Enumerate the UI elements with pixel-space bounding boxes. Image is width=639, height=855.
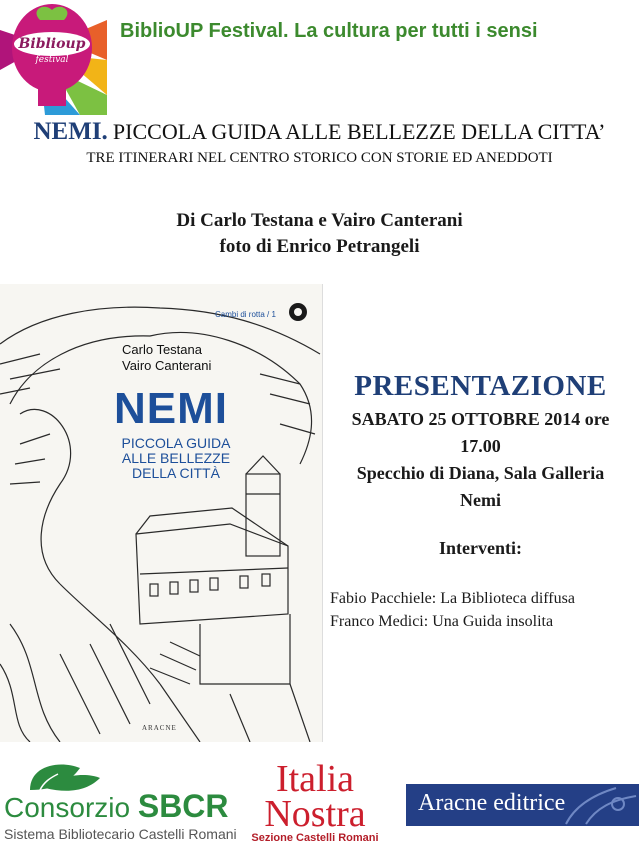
svg-text:Biblioup: Biblioup bbox=[18, 36, 86, 52]
speaker-list bbox=[330, 587, 575, 633]
sbcr-prefix: Consorzio bbox=[4, 792, 138, 823]
book-sub-3: DELLA CITTÀ bbox=[132, 465, 220, 481]
credits-authors: Di Carlo Testana e Vairo Canterani bbox=[176, 210, 463, 231]
aracne-figure-icon bbox=[556, 784, 639, 826]
credits-photos: foto di Enrico Petrangeli bbox=[219, 236, 420, 257]
event-date: SABATO 25 OTTOBRE 2014 ore bbox=[351, 409, 610, 429]
italia-sub: Sezione Castelli Romani bbox=[251, 832, 379, 844]
event-venue: Specchio di Diana, Sala Galleria bbox=[356, 463, 605, 483]
italia-nostra-logo bbox=[250, 758, 380, 844]
credits bbox=[0, 208, 639, 260]
book-sub-2: ALLE BELLEZZE bbox=[121, 450, 231, 466]
speaker-item: Franco Medici: Una Guida insolita bbox=[330, 613, 554, 630]
italia-word: Italia bbox=[275, 758, 355, 800]
book-authors bbox=[122, 342, 211, 374]
book-author-2: Vairo Canterani bbox=[122, 358, 212, 373]
subtitle: TRE ITINERARI NEL CENTRO STORICO CON STORIE ED ANEDDOTI bbox=[86, 150, 553, 166]
event-details bbox=[322, 406, 639, 514]
sbcr-logo-text bbox=[4, 788, 229, 825]
book-sub-1: PICCOLA GUIDA bbox=[121, 435, 231, 451]
book-publisher: ARACNE bbox=[142, 724, 177, 732]
book-subtitle bbox=[118, 436, 234, 481]
biblioup-logo bbox=[0, 0, 107, 115]
page-title bbox=[0, 118, 639, 146]
event-city: Nemi bbox=[460, 490, 501, 510]
book-series: Cambi di rotta / 1 bbox=[215, 310, 276, 319]
book-title: NEMI bbox=[114, 384, 228, 433]
title-rest: PICCOLA GUIDA ALLE BELLEZZE DELLA CITTA’ bbox=[112, 119, 606, 144]
sbcr-name: SBCR bbox=[137, 788, 229, 824]
aracne-text: Aracne editrice bbox=[418, 790, 566, 816]
aracne-logo bbox=[406, 784, 639, 826]
title-nemi: NEMI. bbox=[33, 118, 108, 145]
event-heading: PRESENTAZIONE bbox=[354, 370, 607, 402]
sbcr-subtitle: Sistema Bibliotecario Castelli Romani bbox=[4, 826, 237, 842]
book-cover bbox=[0, 284, 323, 742]
balloon-logo-icon bbox=[0, 0, 107, 115]
speaker-item: Fabio Pacchiele: La Biblioteca diffusa bbox=[330, 590, 575, 607]
festival-title: BiblioUP Festival. La cultura per tutti i sensi bbox=[120, 20, 538, 42]
nostra-word: Nostra bbox=[264, 793, 366, 835]
book-author-1: Carlo Testana bbox=[122, 342, 202, 357]
interventi-label: Interventi: bbox=[439, 538, 522, 558]
svg-text:festival: festival bbox=[35, 55, 69, 65]
event-time: 17.00 bbox=[460, 436, 501, 456]
